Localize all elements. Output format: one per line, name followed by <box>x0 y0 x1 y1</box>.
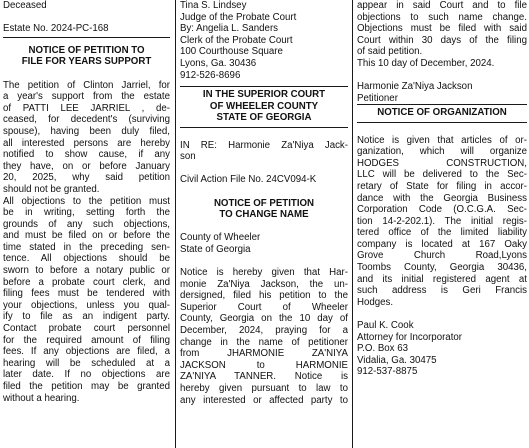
change-name-body: Notice is hereby given that Har- monie Za'Niya Jackson, the un- dersigned, filed his petition to the Superior Court of Wheeler County, Georgia on the 10 day of December, 2024, praying for a change in the name of petitioner from JHARMONIE ZA'NIYA JACKSON to HARMONIE ZA'NIYA TANNER. Notice is hereby given pursuant to law to any interested or affected party to <box>180 267 348 406</box>
column-2 <box>180 0 348 448</box>
estate-number: Estate No. 2024-PC-168 <box>3 23 109 35</box>
organization-body: Notice is given that articles of or- ganization, which will organize HODGES CONSTRUCTION, LLC will be delivered to the Sec- retary of State for filing in accor- dance with the Georgia Business Corporation Code (O.C.G.A. Sec- tion 14-2-202.1). The initial regis- tered office of the limited liability company is located at 167 Oaky Grove Church Road,Lyons Toombs County, Georgia 30436, and its initial registered agent at such address is Geri Francis Hodges. <box>357 134 527 308</box>
petitioner-signature: Harmonie Za'Niya Jackson Petitioner <box>357 81 473 104</box>
attorney-signature-block: Paul K. Cook Attorney for Incorporator P.O. Box 63 Vidalia, Ga. 30475 912-537-8875 <box>357 320 462 378</box>
column-divider <box>175 0 176 448</box>
column-1 <box>3 0 170 448</box>
county-state-lines: County of Wheeler State of Georgia <box>180 232 261 255</box>
years-support-paragraph-1: The petition of Clinton Jarriel, for a year's support from the estate of PATTI LEE JARRIEL , de- ceased, for decedent's (surviving spouse), having been duly filed, all interested persons are hereby notified to show cause, if any they have, on or before January 20, 2025, why said petition should not be granted. <box>3 79 170 195</box>
years-support-paragraph-2: All objections to the petition must be in writing, setting forth the grounds of any such objections, and must be filed on or before the time stated in the preceding sen- tence. All objections should be sworn to before a notary public or before a probate court clerk, and filing fees must be tendered with your objections, unless you qual- ify to file as an indigent party. Contact probate court personnel for the required amount of filing fees. If any objections are filed, a hearing will be scheduled at a later date. If no objections are filed the petition may be granted without a hearing. <box>3 195 170 404</box>
superior-court-heading: IN THE SUPERIOR COURT OF WHEELER COUNTY STATE OF GEORGIA <box>180 86 348 128</box>
column-divider <box>352 0 353 448</box>
organization-heading: NOTICE OF ORGANIZATION <box>357 104 527 123</box>
deceased-label: Deceased <box>3 0 47 11</box>
change-name-continuation: appear in said Court and to file objections to such name change. Objections must be filed with said Court within 30 days of the filing of said petition. This 10 day of December, 2024. <box>357 0 527 69</box>
probate-signature-block: Tina S. Lindsey Judge of the Probate Court By: Angelia L. Sanders Clerk of the Probate Court 100 Courthouse Square Lyons, Ga. 30436 912-526-8696 <box>180 0 297 81</box>
years-support-heading-line2: FILE FOR YEARS SUPPORT <box>21 56 152 68</box>
years-support-heading-line1: NOTICE OF PETITION TO <box>28 44 145 56</box>
change-name-heading: NOTICE OF PETITION TO CHANGE NAME <box>213 197 315 221</box>
civil-action-number: Civil Action File No. 24CV094-K <box>180 174 317 186</box>
column-3 <box>357 0 527 448</box>
section-rule <box>3 37 170 38</box>
date-line: This 10 day of December, 2024. <box>357 57 495 69</box>
in-re-line: IN RE: Harmonie Za'Niya Jack- son <box>180 139 348 163</box>
